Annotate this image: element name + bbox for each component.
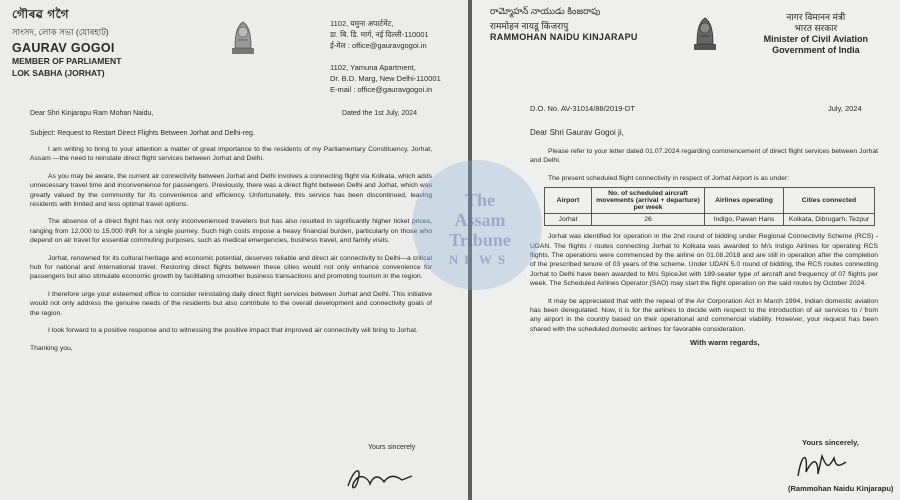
body-paragraph: Jorhat, renowned for its cultural heritage and economic potential, deserves reliable and direct air connectivity to Delhi—a critical hub for national and international travel. Restoring direct flights between these cities would not only enhance convenience for passengers but also stimulate economic growth by facilitating smoother business transactions and promoting tourism in the region.	[30, 254, 432, 281]
watermark-text: The Assam Tribune NEWS	[448, 190, 512, 267]
table-cell: 26	[592, 214, 705, 226]
bengali-name: গৌৰৱ গগৈ	[12, 7, 70, 21]
letterhead	[12, 6, 454, 104]
letter-date: July, 2024	[828, 104, 862, 113]
minister-name: RAMMOHAN NAIDU KINJARAPU	[490, 32, 638, 42]
salutation: Dear Shri Gaurav Gogoi ji,	[530, 128, 624, 137]
ministry-title: नागर विमानन मंत्री भारत सरकार Minister of Civil Aviation Government of India	[763, 12, 868, 55]
subject-line: Subject: Request to Restart Direct Flights Between Jorhat and Delhi-reg.	[30, 130, 255, 137]
table-row	[545, 214, 875, 226]
closing-line: Yours sincerely	[368, 444, 416, 451]
closing-line: Yours sincerely,	[802, 438, 859, 447]
letter-body	[490, 147, 886, 334]
signature-icon	[340, 460, 420, 496]
letter-body	[12, 145, 454, 353]
regards-line: With warm regards,	[690, 338, 760, 348]
table-cell: Jorhat	[545, 214, 592, 226]
national-emblem-icon	[688, 10, 722, 54]
hindi-name: राममोहन नायडू किंजरापु	[490, 21, 569, 31]
reference-row	[490, 104, 886, 118]
sender-name: GAURAV GOGOI	[12, 41, 115, 55]
body-paragraph: Jorhat was identified for operation in the 2nd round of bidding under Regional Connectivity Scheme (RCS) - UDAN. The flights / routes connecting Jorhat to Kolkata was awarded to M/s Indigo Airlines for operating RCS flights. The operations were commenced by the airline on 01.08.2018 and are still in operation after the completion of the prescribed tenure of 03 years of the scheme. Under UDAN 5.0 round of bidding, the RCS routes connecting Jorhat to Delhi have been awarded to M/s SpiceJet with 189-seater type of aircraft and frequency of 07 flights per week. The Scheduled Airlines Operator (SAO) may start the flight operation on the said routes by October 2024.	[530, 233, 878, 288]
sender-role: MEMBER OF PARLIAMENT	[12, 56, 122, 66]
table-cell: Indigo, Pawan Hans	[705, 214, 784, 226]
thanking-line: Thanking you,	[30, 344, 73, 352]
bengali-title: সাংসদ, লোক সভা (যোৰহাট)	[12, 27, 109, 37]
table-header: Airport	[545, 188, 592, 214]
letterhead	[490, 6, 886, 98]
body-paragraph: I look forward to a positive response and to witnessing the positive impact that improved air connectivity will bring to Jorhat.	[48, 327, 418, 335]
telugu-name: రామ్మోహన్ నాయుడు కింజరాపు	[490, 6, 601, 16]
table-header: Airlines operating	[705, 188, 784, 214]
body-paragraph: The absence of a direct flight has not only inconvenienced travelers but has also resulted in significantly higher ticket prices, ranging from 12,000 to 15,000 INR for a single journey. Such high costs impose a heavy financial burden, particularly on those who depend on air travel for essential commuting purposes, such as medical emergencies, business travel, and family visits.	[30, 218, 432, 245]
salutation-row	[12, 110, 454, 126]
body-paragraph: It may be appreciated that with the repeal of the Air Corporation Act in March 1994, Indian domestic aviation has been deregulated. Now, it is for the airlines to decide with respect to the introduction of air services to / from any airport in the country based on their operational and commercial viability. However, your request has been shared with the scheduled domestic airlines for favorable consideration.	[530, 297, 878, 333]
body-paragraph: As you may be aware, the current air connectivity between Jorhat and Delhi involves a connecting flight via Kolkata, which adds unnecessary travel time and inconvenience for passengers. Previously, there was a direct flight between Delhi and Jorhat, which was greatly valued by the community for its convenience and efficiency. Unfortunately, this service has been discontinued, leaving residents with limited and less optimal travel options.	[30, 172, 432, 209]
flight-schedule-table	[544, 187, 875, 226]
national-emblem-icon	[226, 14, 260, 58]
body-paragraph: The present scheduled flight connectivity in respect of Jorhat Airport is as under:	[548, 174, 790, 182]
body-paragraph: Please refer to your letter dated 01.07.2024 regarding commencement of direct flight services between Jorhat and Delhi.	[530, 148, 878, 165]
letter-date: Dated the 1st July, 2024	[342, 110, 417, 117]
table-header: Cities connected	[784, 188, 875, 214]
signature-icon	[792, 446, 852, 482]
table-header: No. of scheduled aircraft movements (arrival + departure) per week	[592, 188, 705, 214]
english-address: 1102, Yamuna Apartment, Dr. B.D. Marg, New Delhi-110001 E-mail : office@gauravgogoi.in	[330, 63, 441, 94]
hindi-address: 1102, यमुना अपार्टमेंट, डा. बि. डि. मार्ग, नई दिल्ली-110001 ई-मेल : office@gauravgogoi.in	[330, 19, 429, 50]
body-paragraph: I am writing to bring to your attention a matter of great importance to the residents of my Parliamentary Constituency, Jorhat, Assam —the need to reinstate direct flight services between Jorhat and Delhi.	[30, 146, 432, 163]
sender-constituency: LOK SABHA (JORHAT)	[12, 68, 105, 78]
do-number: D.O. No. AV-31014/88/2019-DT	[530, 104, 635, 113]
salutation: Dear Shri Kinjarapu Ram Mohan Naidu,	[30, 110, 154, 117]
signatory-name: (Rammohan Naidu Kinjarapu)	[788, 484, 894, 493]
body-paragraph: I therefore urge your esteemed office to consider reinstating daily direct flight services between Jorhat and Delhi. This initiative would not only address the genuine needs of the residents but also contribute to the overall development and connectivity goals of the region.	[30, 290, 432, 317]
table-cell: Kolkata, Dibrugarh, Tezpur	[784, 214, 875, 226]
table-header-row	[545, 188, 875, 214]
